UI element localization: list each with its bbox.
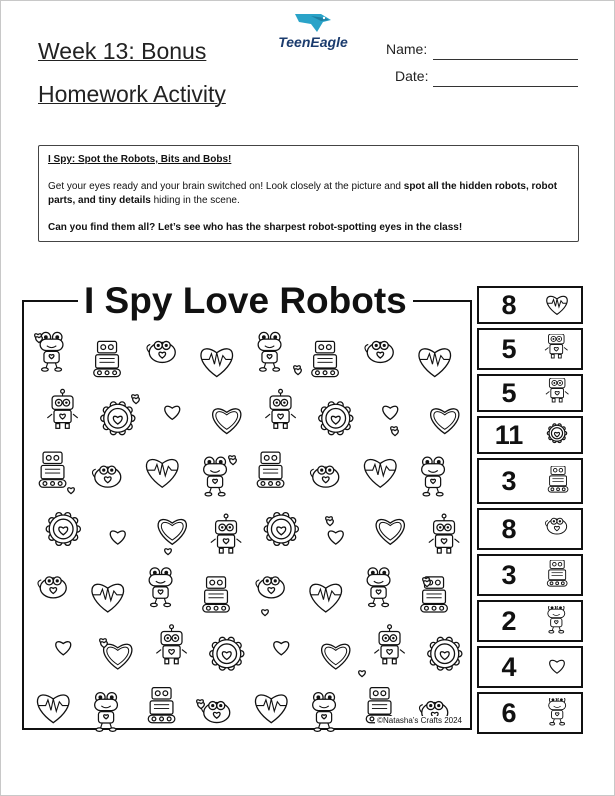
puzzle-doodle: [110, 531, 125, 544]
answer-row: [477, 600, 583, 642]
puzzle-doodle: [322, 644, 350, 669]
small-heart: [392, 430, 399, 436]
gear-heart-icon: [535, 420, 579, 450]
puzzle-scene: [30, 326, 466, 738]
answer-count: 6: [501, 698, 517, 728]
round-robot-icon: [535, 698, 579, 728]
small-heart: [262, 610, 269, 616]
puzzle-doodle: [101, 402, 135, 435]
plain-heart-icon: [535, 652, 579, 682]
puzzle-doodle: [37, 695, 69, 723]
puzzle-doodle: [40, 332, 63, 371]
puzzle-doodle: [46, 513, 80, 546]
boxy-robot-icon: [535, 334, 579, 364]
tall-robot-icon: [535, 466, 579, 496]
puzzle-doodle: [146, 460, 178, 488]
puzzle-doodle: [310, 584, 342, 612]
puzzle-doodle: [265, 389, 295, 428]
answer-count: 4: [501, 652, 517, 682]
answer-count: 8: [501, 290, 517, 320]
puzzle-doodle: [374, 625, 404, 664]
answer-count: 2: [501, 606, 517, 636]
puzzle-doodle: [92, 466, 120, 487]
puzzle-doodle: [255, 695, 287, 723]
date-label: Date:: [395, 68, 429, 84]
answer-count: 3: [501, 560, 517, 590]
puzzle-doodle: [203, 577, 230, 612]
puzzle-doodle: [313, 693, 336, 732]
answer-count: 11: [494, 420, 524, 450]
instructions-paragraph: [48, 180, 569, 208]
page-title-line1: Week 13: Bonus: [38, 38, 207, 64]
teeneagle-logo: [268, 12, 358, 54]
puzzle-doodle: [213, 409, 241, 434]
date-line[interactable]: [433, 86, 578, 87]
puzzle-doodle: [47, 389, 77, 428]
puzzle-doodle: [364, 460, 396, 488]
puzzle-doodle: [201, 702, 229, 723]
puzzle-doodle: [149, 568, 172, 607]
puzzle-doodle: [39, 452, 66, 487]
answer-row: [477, 508, 583, 550]
puzzle-credit: ©Natasha’s Crafts 2024: [377, 716, 462, 725]
puzzle-doodle: [429, 514, 459, 553]
instructions-box: [38, 145, 579, 242]
name-line[interactable]: [433, 59, 578, 60]
puzzle-doodle: [201, 349, 233, 377]
puzzle-doodle: [258, 332, 281, 371]
puzzle-doodle: [274, 642, 289, 655]
puzzle-doodle: [310, 466, 338, 487]
puzzle-doodle: [156, 625, 186, 664]
puzzle-doodle: [256, 577, 284, 598]
answer-count: 8: [501, 514, 517, 544]
small-heart: [133, 398, 140, 404]
small-heart: [68, 488, 75, 494]
puzzle-doodle: [419, 349, 451, 377]
puzzle-doodle: [328, 531, 343, 544]
puzzle-frame: [22, 300, 472, 730]
puzzle-doodle: [148, 688, 175, 723]
instructions-text-2: hiding in the scene.: [150, 195, 240, 206]
puzzle-doodle: [147, 341, 175, 362]
page-title-line2: Homework Activity: [38, 81, 226, 107]
instructions-text-1: Get your eyes ready and your brain switched on! Look closely at the picture and: [48, 181, 404, 192]
answer-count: 5: [501, 378, 517, 408]
answer-row: [477, 646, 583, 688]
instructions-heading: I Spy: Spot the Robots, Bits and Bobs!: [48, 154, 232, 165]
puzzle-doodle: [210, 637, 244, 670]
puzzle-doodle: [264, 513, 298, 546]
answer-row: [477, 328, 583, 370]
puzzle-doodle: [94, 341, 121, 376]
puzzle-doodle: [422, 457, 445, 496]
answer-count: 5: [501, 334, 517, 364]
frog-robot-icon: [535, 606, 579, 636]
small-heart: [165, 549, 172, 555]
answer-key: [477, 286, 588, 738]
instructions-text-bold: spot all the hidden robots, robot parts, and tiny details: [48, 181, 558, 206]
small-heart: [327, 520, 334, 526]
puzzle-doodle: [367, 568, 390, 607]
answer-row: [477, 374, 583, 412]
name-label: Name:: [386, 41, 428, 57]
puzzle-doodle: [95, 693, 118, 732]
puzzle-doodle: [319, 402, 353, 435]
puzzle-doodle: [312, 341, 339, 376]
small-heart: [198, 703, 205, 709]
heartbeat-heart-icon: [535, 290, 579, 320]
heart-bird-icon: [535, 514, 579, 544]
i-spy-puzzle: [22, 280, 472, 730]
puzzle-doodle: [104, 644, 132, 669]
logo-text: TeenEagle: [278, 34, 348, 50]
puzzle-doodle: [211, 514, 241, 553]
small-heart: [295, 369, 302, 375]
instructions-closing: Can you find them all? Let’s see who has the sharpest robot-spotting eyes in the class!: [48, 222, 463, 233]
puzzle-doodle: [376, 520, 404, 545]
eagle-icon: [291, 12, 335, 34]
puzzle-doodle: [92, 584, 124, 612]
puzzle-doodle: [165, 406, 180, 419]
answer-count: 3: [501, 466, 517, 496]
puzzle-doodle: [38, 577, 66, 598]
small-heart: [359, 671, 366, 677]
antenna-robot-icon: [535, 378, 579, 408]
wheeled-robot-icon: [535, 560, 579, 590]
small-heart: [230, 459, 237, 465]
answer-row: [477, 416, 583, 454]
puzzle-doodle: [428, 637, 462, 670]
puzzle-doodle: [56, 642, 71, 655]
puzzle-doodle: [383, 406, 398, 419]
answer-row: [477, 692, 583, 734]
puzzle-doodle: [431, 409, 459, 434]
puzzle-title: I Spy Love Robots: [78, 281, 413, 321]
puzzle-doodle: [257, 452, 284, 487]
answer-row: [477, 286, 583, 324]
puzzle-doodle: [365, 341, 393, 362]
puzzle-doodle: [204, 457, 227, 496]
answer-row: [477, 554, 583, 596]
answer-row: [477, 458, 583, 504]
puzzle-doodle: [158, 520, 186, 545]
